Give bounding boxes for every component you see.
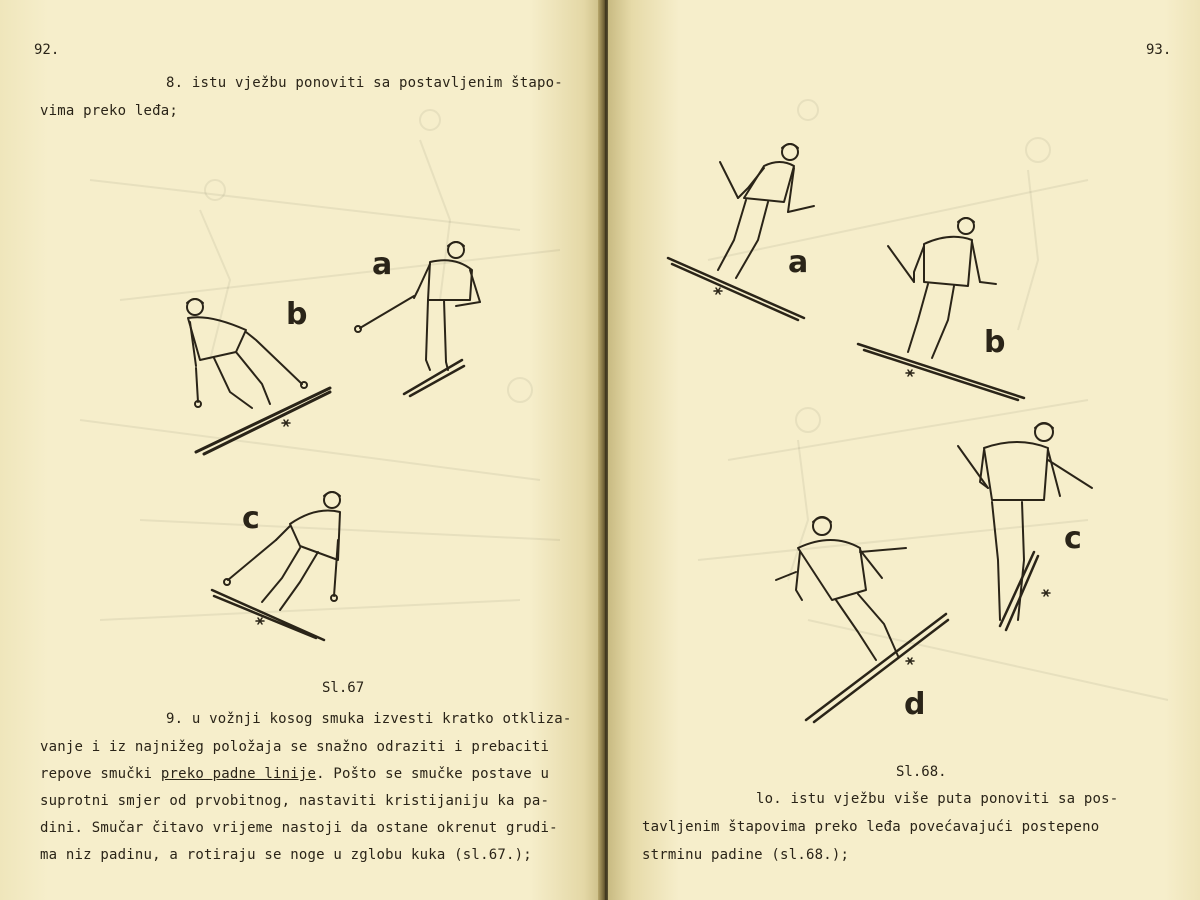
figure-label-a: a	[372, 247, 393, 282]
item-9-line-1: 9. u vožnji kosog smuka izvesti kratko otkliza-	[166, 711, 572, 727]
item-10-line-1: lo. istu vježbu više puta ponoviti sa pos-	[756, 791, 1119, 807]
figure-caption: Sl.68.	[896, 764, 947, 780]
item-10-line-2: tavljenim štapovima preko leđa povećavajući postepeno	[642, 819, 1100, 835]
item-8-line-1: 8. istu vježbu ponoviti sa postavljenim štapo-	[166, 75, 563, 91]
item-9-line-3	[40, 761, 549, 787]
skier-figure-b	[858, 218, 1024, 400]
text-run: . Pošto se smučke postave u	[316, 766, 550, 782]
item-10-line-3: strminu padine (sl.68.);	[642, 847, 850, 863]
text-run: repove smučki	[40, 766, 161, 782]
figure-label-b: b	[286, 297, 308, 332]
figure-label-c: c	[1064, 521, 1082, 556]
skier-figure-b	[187, 299, 330, 454]
item-9-line-5: dini. Smučar čitavo vrijeme nastoji da ostane okrenut grudi-	[40, 820, 558, 836]
figure-label-d: d	[904, 687, 926, 722]
page-number: 92.	[34, 42, 60, 58]
right-page	[608, 0, 1200, 900]
figure-label-b: b	[984, 325, 1006, 360]
item-8-line-2: vima preko leđa;	[40, 103, 179, 119]
figure-label-a: a	[788, 245, 809, 280]
figure-label-c: c	[242, 501, 260, 536]
item-9-line-2: vanje i iz najnižeg položaja se snažno odraziti i prebaciti	[40, 739, 550, 755]
skier-figure-c	[212, 492, 340, 640]
item-9-line-4: suprotni smjer od prvobitnog, nastaviti kristijaniju ka pa-	[40, 793, 550, 809]
figure-caption: Sl.67	[322, 680, 365, 696]
skier-figure-a	[668, 144, 814, 320]
item-9-line-6: ma niz padinu, a rotiraju se noge u zglobu kuka (sl.67.);	[40, 847, 532, 863]
underlined-phrase: preko padne linije	[160, 766, 317, 782]
page-number: 93.	[1146, 42, 1172, 58]
